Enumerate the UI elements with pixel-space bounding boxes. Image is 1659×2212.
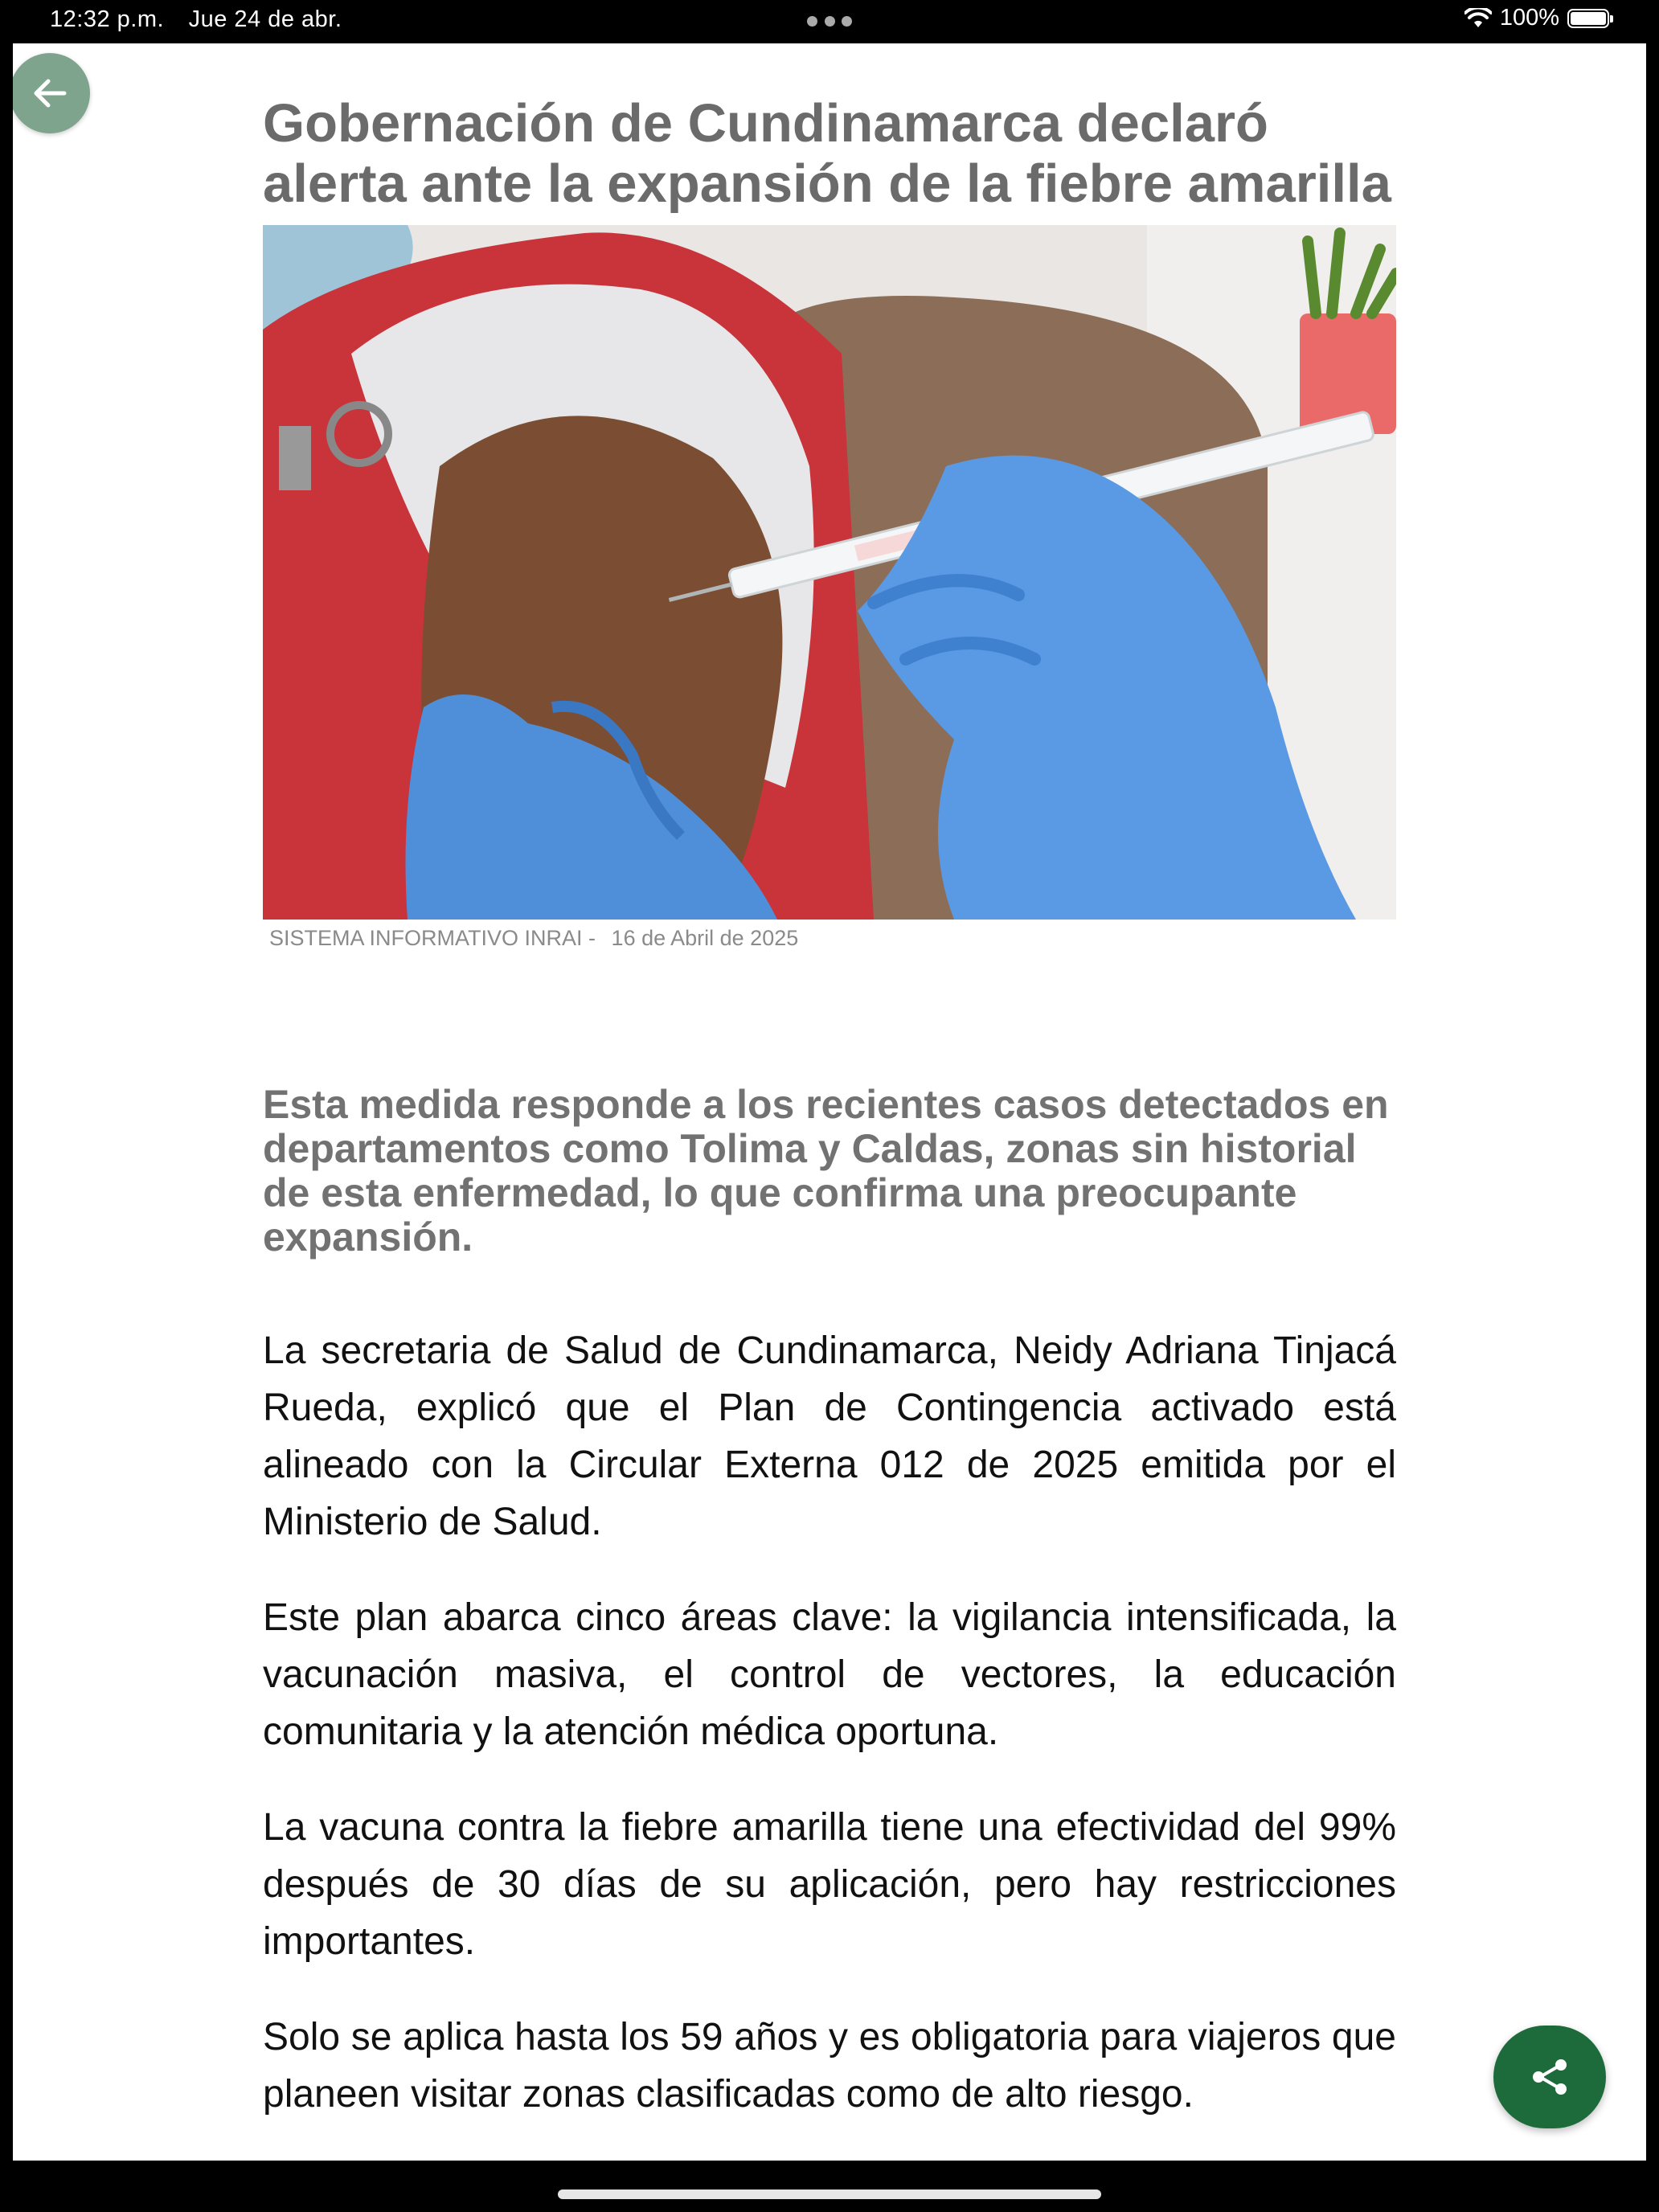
article-lead: Esta medida responde a los recientes casos detectados en departamentos como Tolima y Caldas, zonas sin historial de esta enfermedad, lo que confirma una preocupante expansión.: [263, 1082, 1389, 1260]
arrow-left-icon: [32, 77, 68, 109]
caption-source: SISTEMA INFORMATIVO INRAI -: [269, 926, 596, 950]
wifi-icon: [1464, 8, 1492, 29]
status-date: Jue 24 de abr.: [188, 6, 342, 32]
photo-caption: [263, 926, 1396, 951]
status-bar: [0, 0, 1659, 43]
share-icon: [1527, 2054, 1572, 2099]
status-right: [1464, 5, 1609, 31]
status-time: [50, 6, 342, 33]
home-indicator[interactable]: [558, 2189, 1101, 2199]
article-paragraph: La vacuna contra la fiebre amarilla tiene una efectividad del 99% después de 30 días de su aplicación, pero hay restricciones importantes.: [263, 1806, 1396, 1963]
article-title: Gobernación de Cundinamarca declaró alerta ante la expansión de la fiebre amarilla: [263, 93, 1391, 214]
caption-date: 16 de Abril de 2025: [611, 926, 799, 950]
back-button[interactable]: [13, 53, 90, 133]
battery-icon: [1567, 9, 1609, 28]
vaccination-photo: [263, 225, 1396, 920]
article-page: [13, 43, 1646, 2161]
battery-percent: 100%: [1499, 5, 1559, 31]
article-paragraph: La secretaria de Salud de Cundinamarca, Neidy Adriana Tinjacá Rueda, explicó que el Plan de Contingencia activado está alineado con la Circular Externa 012 de 2025 emitida por el Ministerio de Salud.: [263, 1329, 1396, 1543]
article-paragraph: Este plan abarca cinco áreas clave: la vigilancia intensificada, la vacunación masiva, el control de vectores, la educación comunitaria y la atención médica oportuna.: [263, 1596, 1396, 1753]
home-bar-area: [0, 2161, 1659, 2212]
article: [263, 43, 1396, 2161]
share-button[interactable]: [1493, 2026, 1606, 2128]
multitasking-dots-icon[interactable]: [807, 14, 852, 27]
status-time-value: 12:32 p.m.: [50, 6, 165, 32]
article-photo: [263, 225, 1396, 920]
article-paragraph: Solo se aplica hasta los 59 años y es obligatoria para viajeros que planeen visitar zonas clasificadas como de alto riesgo.: [263, 2016, 1396, 2116]
